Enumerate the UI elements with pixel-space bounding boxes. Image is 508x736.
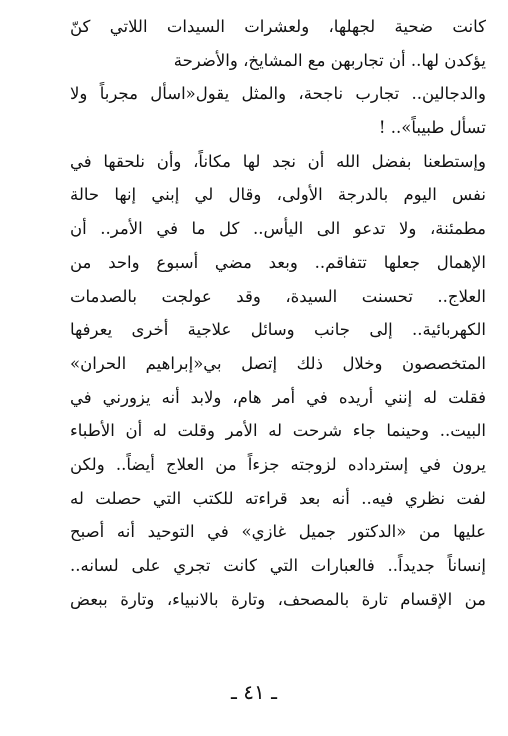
text-line-11: المتخصصون وخلال ذلك إتصل بي«إبراهيم الحران» bbox=[70, 353, 486, 373]
page-number: ـ ٤١ ـ bbox=[231, 680, 277, 704]
text-line-3: والدجالين.. تجارب ناجحة، والمثل يقول«اسأل مجرباً ولا bbox=[70, 84, 486, 104]
text-line-7: مطمئنة، ولا تدعو الى اليأس.. كل ما في الأمر.. أن bbox=[70, 219, 486, 239]
text-line-10: الكهربائية.. إلى جانب وسائل علاجية أخرى يعرفها bbox=[70, 320, 486, 340]
text-line-5: وإستطعنا بفضل الله أن نجد لها مكاناً، وأن نلحقها في bbox=[70, 151, 486, 171]
text-line-14: يرون في إسترداده لزوجته جزءاً من العلاج أيضاً.. ولكن bbox=[70, 454, 486, 474]
text-line-8: الإهمال جعلها تتفاقم.. وبعد مضي أسبوع واحد من bbox=[70, 252, 486, 272]
text-line-18: من الإقسام تارة بالمصحف، وتارة بالانبياء، وتارة ببعض bbox=[70, 589, 486, 609]
text-line-16: عليها من «الدكتور جميل غازي» في التوحيد أنه أصبح bbox=[70, 522, 486, 542]
text-line-6: نفس اليوم بالدرجة الأولى، وقال لي إبني إنها حالة bbox=[70, 185, 486, 205]
text-line-9: العلاج.. تحسنت السيدة، وقد عولجت بالصدمات bbox=[70, 286, 486, 306]
text-line-12: فقلت له إنني أريده في أمر هام، ولابد أنه يزورني في bbox=[70, 387, 486, 407]
text-line-1: كانت ضحية لجهلها، ولعشرات السيدات اللاتي كنّ bbox=[70, 17, 486, 36]
text-line-4: تسأل طبيباً».. ! bbox=[378, 118, 486, 138]
body-text bbox=[70, 10, 486, 616]
text-line-13: البيت.. وحينما جاء شرحت له الأمر وقلت له أن الأطباء bbox=[70, 421, 486, 441]
text-line-2: يؤكدن لها.. أن تجاربهن مع المشايخ، والأضرحة bbox=[173, 50, 486, 70]
text-line-17: إنساناً جديداً.. فالعبارات التي كانت تجري على لسانه.. bbox=[70, 556, 486, 575]
text-line-15: لفت نظري فيه.. أنه بعد قراءته للكتب التي حصلت له bbox=[70, 488, 486, 508]
